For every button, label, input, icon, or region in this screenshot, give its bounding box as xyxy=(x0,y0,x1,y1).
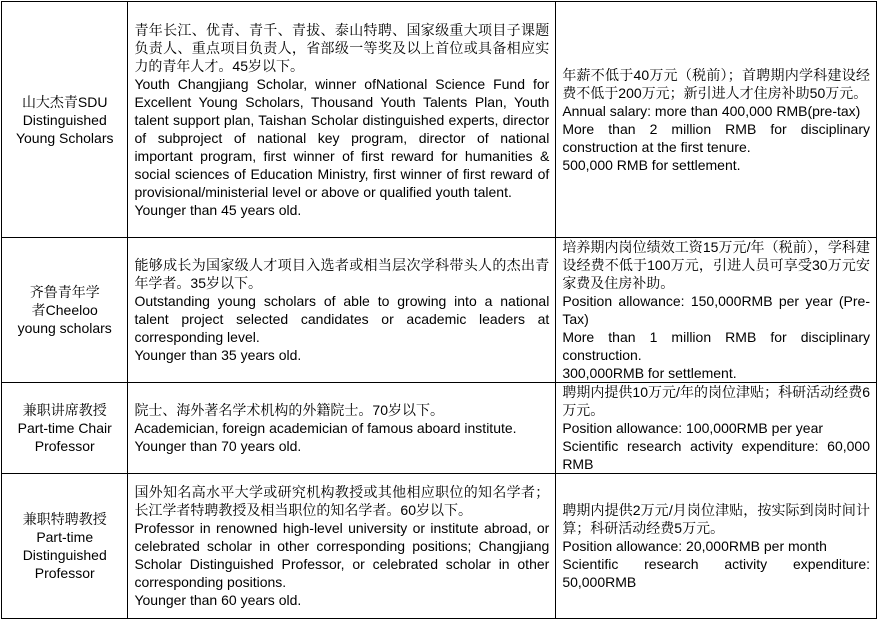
benefits-cell xyxy=(556,238,877,383)
benefit-research-expenditure: Scientific research activity expenditure: 50,000RMB xyxy=(562,556,870,590)
program-title-line: 齐鲁青年学 xyxy=(29,284,100,300)
benefit-salary: Annual salary: more than 400,000 RMB(pre-tax) xyxy=(562,102,861,119)
program-title-cell xyxy=(2,474,128,619)
benefits-zh: 年薪不低于40万元（税前）；首聘期内学科建设经费不低于200万元；新引进人才住房补助50万元。 xyxy=(562,66,870,101)
requirement-en: Youth Changjiang Scholar, winner ofNational Science Fund for Excellent Young Scholars, Thousand Youth Talents Plan, Youth talent support plan, Taishan Scholar distinguished experts, director of subproject of national key program, director of national important program, first winner of first reward for humanities & social sciences of Education Ministry, first winner of first reward of provisional/ministerial level or above or qualified youth talent. xyxy=(134,75,550,200)
benefit-research-expenditure: Scientific research activity expenditure: 60,000 RMB xyxy=(562,438,870,472)
talent-program-table xyxy=(1,1,877,619)
program-title-line: 兼职特聘教授 xyxy=(22,511,107,527)
program-title-line: 山大杰青SDU xyxy=(21,93,108,110)
benefits-cell xyxy=(556,383,877,474)
requirement-cell xyxy=(128,238,556,383)
requirement-en: Academician, foreign academician of famous aboard institute. xyxy=(134,420,517,436)
benefit-allowance: Position allowance: 20,000RMB per month xyxy=(562,538,827,554)
benefits-cell xyxy=(556,474,877,619)
table-row xyxy=(2,2,877,238)
program-title-line: Distinguished xyxy=(22,547,107,563)
benefits-zh: 聘期内提供2万元/月岗位津贴，按实际到岗时间计算；科研活动经费5万元。 xyxy=(562,502,870,536)
program-title-line: young scholars xyxy=(17,320,112,336)
benefit-construction: More than 1 million RMB for disciplinary construction. xyxy=(562,329,870,363)
program-title-line: Part-time Chair xyxy=(17,420,112,436)
benefit-allowance: Position allowance: 150,000RMB per year (Pre-Tax) xyxy=(562,293,870,327)
requirement-zh: 国外知名高水平大学或研究机构教授或其他相应职位的知名学者；长江学者特聘教授及相当职位的知名学者。60岁以下。 xyxy=(134,484,550,518)
program-title-line: Young Scholars xyxy=(15,129,114,146)
benefits-cell xyxy=(556,2,877,238)
table-row xyxy=(2,383,877,474)
program-title-line: Professor xyxy=(34,565,95,581)
benefits-zh: 聘期内提供10万元/年的岗位津贴；科研活动经费6万元。 xyxy=(562,384,870,418)
benefit-allowance: Position allowance: 100,000RMB per year xyxy=(562,420,824,436)
requirement-zh: 院士、海外著名学术机构的外籍院士。70岁以下。 xyxy=(134,402,445,418)
requirement-en: Outstanding young scholars of able to growing into a national talent project selected candidates or academic leaders at corresponding level. xyxy=(134,293,550,345)
benefit-construction: More than 2 million RMB for disciplinary construction at the first tenure. xyxy=(562,120,870,155)
requirement-zh: 青年长江、优青、青千、青拔、泰山特聘、国家级重大项目子课题负责人、重点项目负责人，省部级一等奖及以上首位或具备相应实力的青年人才。45岁以下。 xyxy=(134,21,550,74)
benefit-settlement: 500,000 RMB for settlement. xyxy=(562,156,741,173)
requirement-zh: 能够成长为国家级人才项目入选者或相当层次学科带头人的杰出青年学者。35岁以下。 xyxy=(134,257,550,291)
requirement-en: Professor in renowned high-level university or institute abroad, or celebrated scholar in other corresponding positions; Changjiang Scholar Distinguished Professor, or celebrated scholar in other corresponding positions. xyxy=(134,520,550,590)
program-title-line: Part-time xyxy=(36,529,94,545)
program-title-line: 者Cheeloo xyxy=(31,302,98,318)
age-limit: Younger than 60 years old. xyxy=(134,592,302,608)
program-title-line: Distinguished xyxy=(22,111,107,128)
requirement-cell xyxy=(128,2,556,238)
table-row xyxy=(2,238,877,383)
age-limit: Younger than 45 years old. xyxy=(134,201,302,218)
program-title-cell xyxy=(2,2,128,238)
table-row xyxy=(2,474,877,619)
program-title-line: 兼职讲席教授 xyxy=(22,402,107,418)
age-limit: Younger than 70 years old. xyxy=(134,438,302,454)
benefit-settlement: 300,000RMB for settlement. xyxy=(562,365,737,381)
program-title-line: Professor xyxy=(34,438,95,454)
benefits-zh: 培养期内岗位绩效工资15万元/年（税前），学科建设经费不低于100万元，引进人员可享受30万元安家费及住房补助。 xyxy=(562,239,870,291)
program-title-cell xyxy=(2,238,128,383)
requirement-cell xyxy=(128,383,556,474)
requirement-cell xyxy=(128,474,556,619)
age-limit: Younger than 35 years old. xyxy=(134,347,302,363)
program-title-cell xyxy=(2,383,128,474)
